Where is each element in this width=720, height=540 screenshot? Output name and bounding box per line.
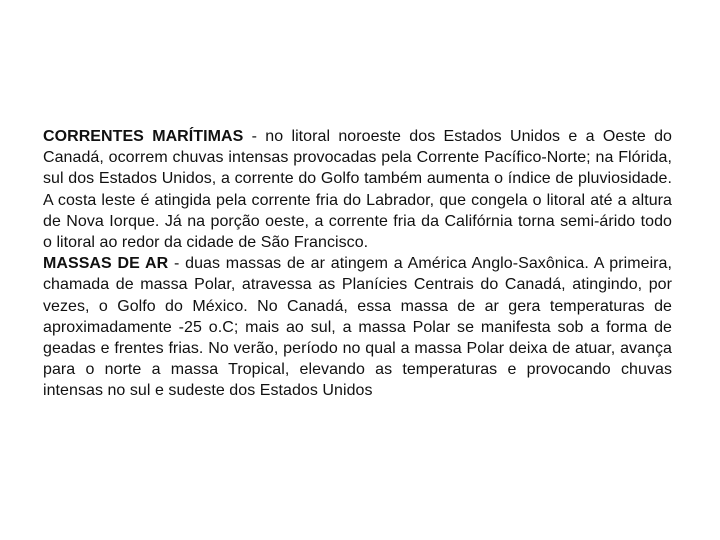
paragraph-correntes-maritimas [43, 126, 672, 253]
paragraph-heading: MASSAS DE AR [43, 255, 169, 273]
paragraph-text: - no litoral noroeste dos Estados Unidos e a Oeste do Canadá, ocorrem chuvas intensas provocadas pela Corrente Pacífico-Norte; na Flórida, sul dos Estados Unidos, a corrente do Golfo também aumenta o índice de pluviosidade. A costa leste é atingida pela corrente fria do Labrador, que congela o litoral até a altura de Nova Iorque. Já na porção oeste, a corrente fria da Califórnia torna semi-árido todo o litoral ao redor da cidade de São Francisco. [43, 128, 672, 252]
text-body [43, 126, 672, 402]
paragraph-text: - duas massas de ar atingem a América Anglo-Saxônica. A primeira, chamada de massa Polar, atravessa as Planícies Centrais do Canadá, atingindo, por vezes, o Golfo do México. No Canadá, essa massa de ar gera temperaturas de aproximadamente -25 o.C; mais ao sul, a massa Polar se manifesta sob a forma de geadas e frentes frias. No verão, período no qual a massa Polar deixa de atuar, avança para o norte a massa Tropical, elevando as temperaturas e provocando chuvas intensas no sul e sudeste dos Estados Unidos [43, 255, 672, 400]
paragraph-massas-de-ar [43, 253, 672, 401]
paragraph-heading: CORRENTES MARÍTIMAS [43, 128, 244, 145]
